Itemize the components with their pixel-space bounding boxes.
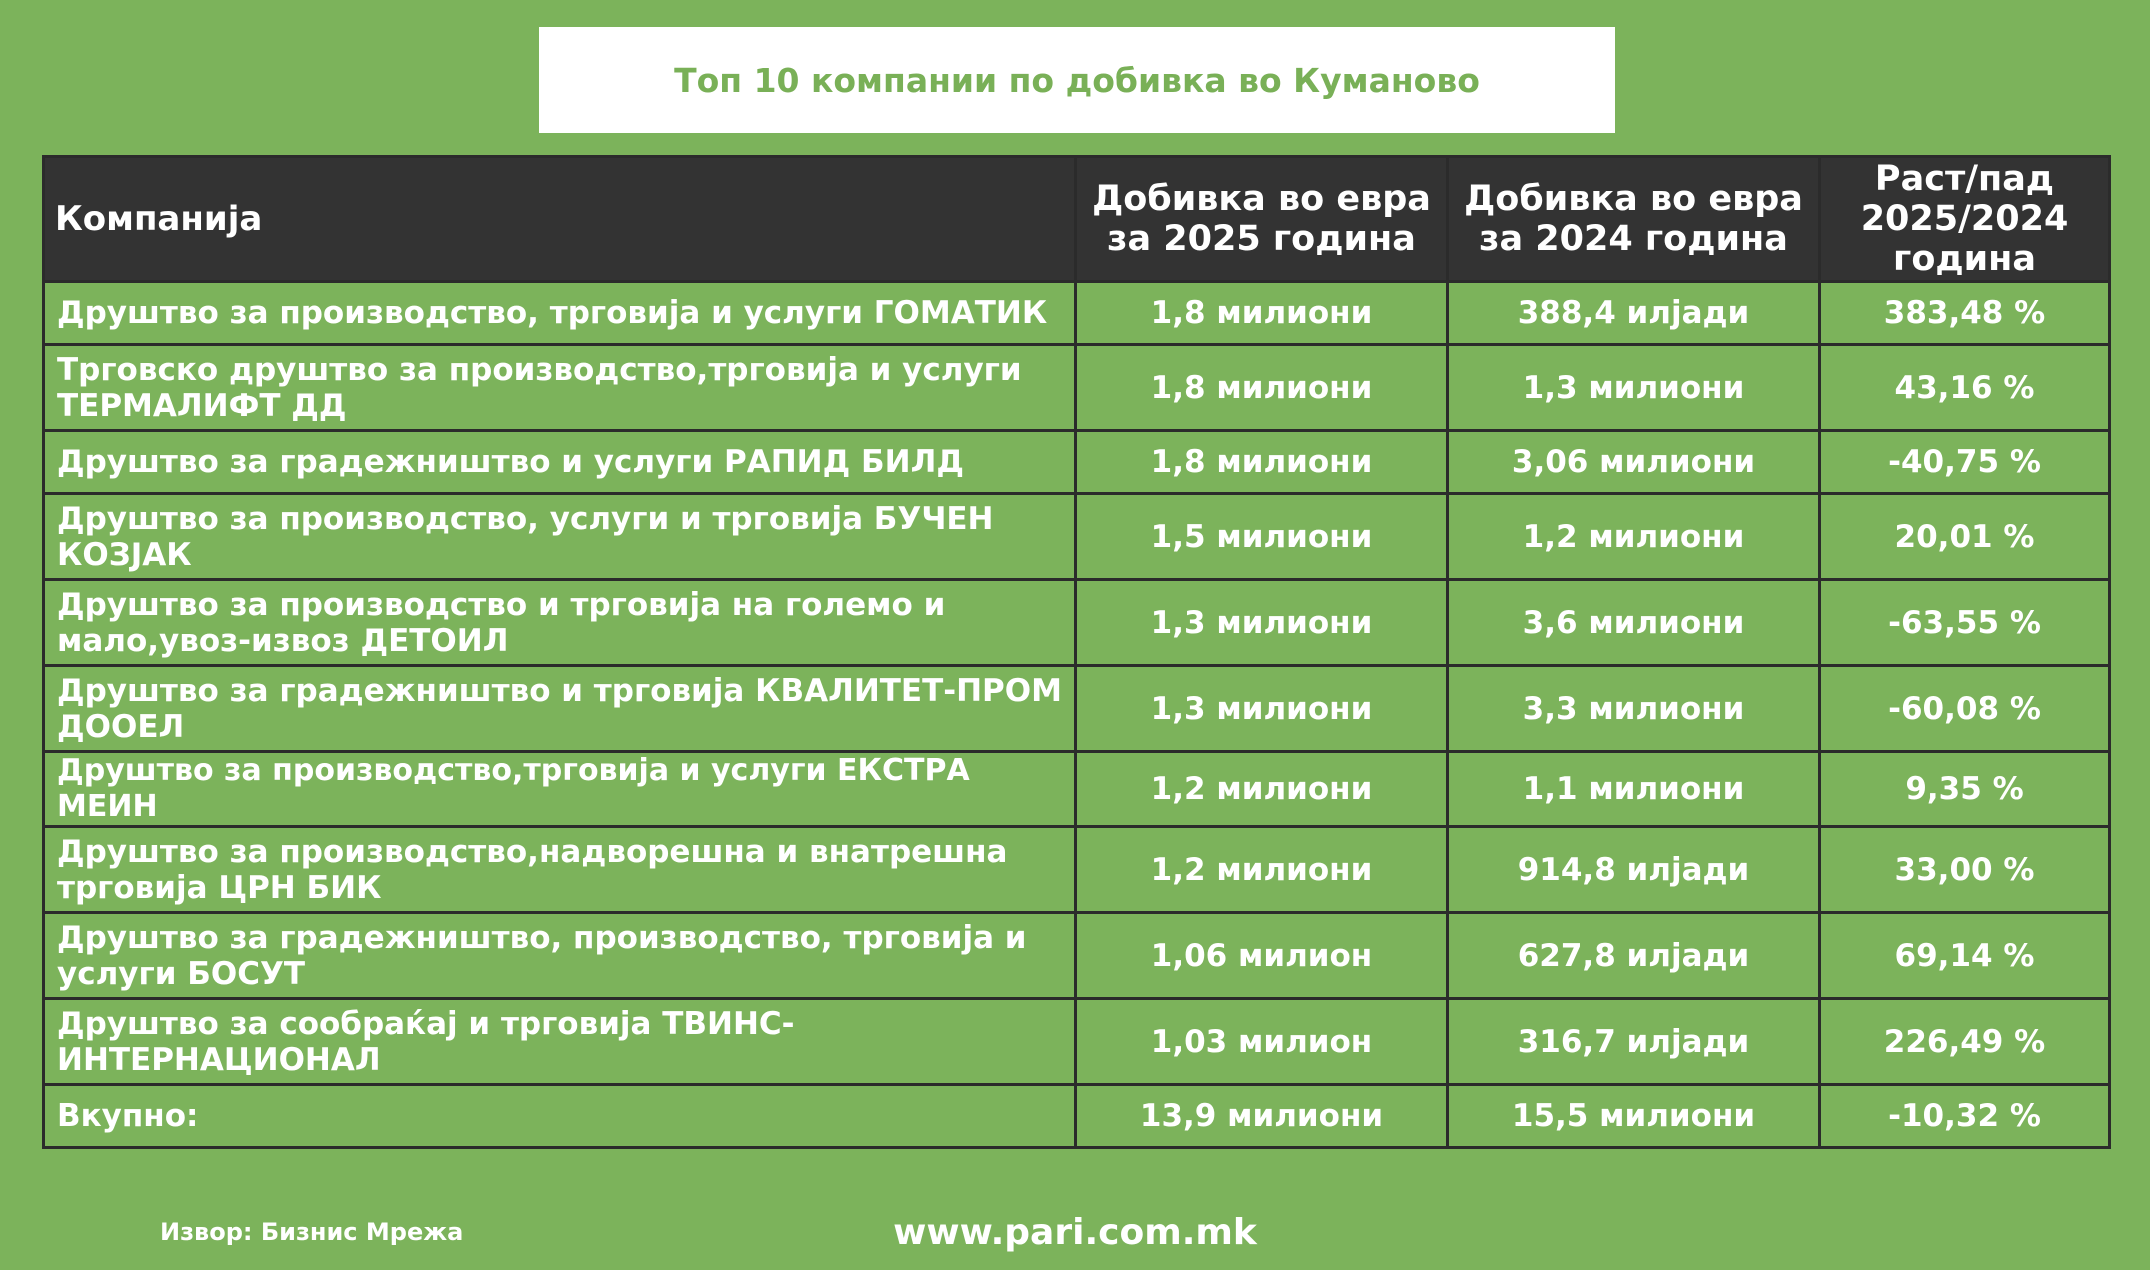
total-change: -10,32 %: [1820, 1085, 2110, 1148]
company-name: Трговско друштво за производство,трговија и услуги ТЕРМАЛИФТ ДД: [44, 345, 1076, 431]
profit-2025: 1,2 милиони: [1076, 827, 1448, 913]
table-row: [44, 827, 2110, 913]
profit-table: [42, 155, 2111, 1149]
profit-2025: 1,3 милиони: [1076, 666, 1448, 752]
profit-2025: 1,3 милиони: [1076, 580, 1448, 666]
table-row: [44, 345, 2110, 431]
total-label: Вкупно:: [44, 1085, 1076, 1148]
company-name: Друштво за градежништво, производство, трговија и услуги БОСУТ: [44, 913, 1076, 999]
change-value: 383,48 %: [1820, 282, 2110, 345]
total-profit-2025: 13,9 милиони: [1076, 1085, 1448, 1148]
company-name: Друштво за градежништво и трговија КВАЛИТЕТ-ПРОМ ДООЕЛ: [44, 666, 1076, 752]
source-note: Извор: Бизнис Мрежа: [160, 1218, 464, 1246]
table-row: [44, 913, 2110, 999]
profit-2024: 316,7 илјади: [1448, 999, 1820, 1085]
table-row: [44, 580, 2110, 666]
website-url: www.pari.com.mk: [893, 1212, 1257, 1253]
profit-2024: 3,6 милиони: [1448, 580, 1820, 666]
change-value: 9,35 %: [1820, 752, 2110, 827]
header-change: Раст/пад 2025/2024 година: [1820, 157, 2110, 282]
company-name: Друштво за градежништво и услуги РАПИД БИЛД: [44, 431, 1076, 494]
company-name: Друштво за производство,надворешна и внатрешна трговија ЦРН БИК: [44, 827, 1076, 913]
table-row: [44, 282, 2110, 345]
profit-2024: 1,1 милиони: [1448, 752, 1820, 827]
profit-2024: 1,2 милиони: [1448, 494, 1820, 580]
table-row: [44, 494, 2110, 580]
company-name: Друштво за производство и трговија на големо и мало,увоз-извоз ДЕТОИЛ: [44, 580, 1076, 666]
profit-2025: 1,8 милиони: [1076, 345, 1448, 431]
page-title: Топ 10 компании по добивка во Куманово: [674, 60, 1480, 100]
header-profit-2024: Добивка во евра за 2024 година: [1448, 157, 1820, 282]
table-header-row: [44, 157, 2110, 282]
total-row: [44, 1085, 2110, 1148]
profit-2024: 3,3 милиони: [1448, 666, 1820, 752]
profit-2025: 1,8 милиони: [1076, 282, 1448, 345]
company-name: Друштво за сообраќај и трговија ТВИНС-ИНТЕРНАЦИОНАЛ: [44, 999, 1076, 1085]
header-company: Компанија: [44, 157, 1076, 282]
table-row: [44, 431, 2110, 494]
profit-2024: 1,3 милиони: [1448, 345, 1820, 431]
change-value: -60,08 %: [1820, 666, 2110, 752]
change-value: 43,16 %: [1820, 345, 2110, 431]
profit-2025: 1,03 милион: [1076, 999, 1448, 1085]
header-profit-2025: Добивка во евра за 2025 година: [1076, 157, 1448, 282]
company-name: Друштво за производство,трговија и услуги ЕКСТРА МЕИН: [44, 752, 1076, 827]
profit-2024: 914,8 илјади: [1448, 827, 1820, 913]
profit-2025: 1,5 милиони: [1076, 494, 1448, 580]
profit-2025: 1,8 милиони: [1076, 431, 1448, 494]
change-value: 69,14 %: [1820, 913, 2110, 999]
table-row: [44, 666, 2110, 752]
total-profit-2024: 15,5 милиони: [1448, 1085, 1820, 1148]
change-value: 20,01 %: [1820, 494, 2110, 580]
change-value: -63,55 %: [1820, 580, 2110, 666]
title-box: [539, 27, 1615, 133]
company-name: Друштво за производство, трговија и услуги ГОМАТИК: [44, 282, 1076, 345]
profit-2024: 388,4 илјади: [1448, 282, 1820, 345]
change-value: 33,00 %: [1820, 827, 2110, 913]
profit-2024: 627,8 илјади: [1448, 913, 1820, 999]
profit-2025: 1,06 милион: [1076, 913, 1448, 999]
change-value: -40,75 %: [1820, 431, 2110, 494]
company-name: Друштво за производство, услуги и трговија БУЧЕН КОЗЈАК: [44, 494, 1076, 580]
table-row: [44, 999, 2110, 1085]
profit-2025: 1,2 милиони: [1076, 752, 1448, 827]
table-row: [44, 752, 2110, 827]
profit-2024: 3,06 милиони: [1448, 431, 1820, 494]
change-value: 226,49 %: [1820, 999, 2110, 1085]
